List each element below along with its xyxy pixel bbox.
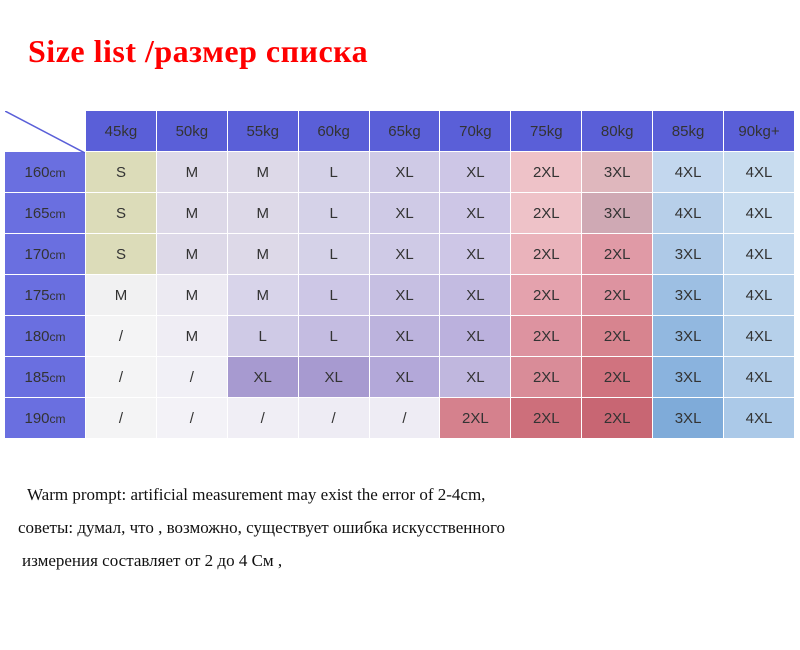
table-row — [5, 234, 795, 275]
col-head-50kg — [156, 111, 227, 152]
cell: XL — [227, 357, 298, 398]
col-head-label: 55kg — [246, 122, 279, 140]
table-row — [5, 357, 795, 398]
row-head-value: 160 — [24, 163, 50, 181]
cell: XL — [440, 275, 511, 316]
cell: XL — [440, 234, 511, 275]
col-head-45kg — [86, 111, 157, 152]
warm-prompt-note — [0, 478, 800, 577]
cell: / — [369, 398, 440, 439]
col-head-55kg — [227, 111, 298, 152]
cell: 4XL — [724, 275, 795, 316]
cell: / — [156, 398, 227, 439]
cell: M — [156, 316, 227, 357]
table-row — [5, 152, 795, 193]
cell: XL — [369, 193, 440, 234]
cell: L — [298, 316, 369, 357]
cell: 4XL — [653, 152, 724, 193]
cell: 4XL — [724, 152, 795, 193]
cell: M — [86, 275, 157, 316]
cell: L — [298, 152, 369, 193]
cell: M — [227, 234, 298, 275]
cell: 2XL — [511, 275, 582, 316]
cell: 4XL — [724, 234, 795, 275]
cell: XL — [369, 275, 440, 316]
col-head-label: 85kg — [671, 122, 705, 140]
cell: XL — [440, 316, 511, 357]
table-row — [5, 193, 795, 234]
diagonal-line-icon — [5, 111, 85, 153]
cell: 4XL — [724, 193, 795, 234]
col-head-label: 90kg+ — [738, 122, 780, 140]
cell: L — [298, 275, 369, 316]
cell: 4XL — [653, 193, 724, 234]
cell: XL — [440, 357, 511, 398]
cell: M — [156, 193, 227, 234]
col-head-label: 65kg — [388, 122, 421, 140]
col-head-label: 60kg — [317, 122, 350, 140]
cell: / — [298, 398, 369, 439]
cell: L — [227, 316, 298, 357]
cell: S — [86, 193, 157, 234]
row-head-unit: cm — [49, 206, 66, 221]
cell: 2XL — [511, 316, 582, 357]
cell: XL — [440, 152, 511, 193]
cell: M — [227, 275, 298, 316]
cell: / — [86, 357, 157, 398]
cell: 3XL — [653, 357, 724, 398]
row-head-unit: cm — [49, 247, 66, 262]
cell: / — [86, 316, 157, 357]
cell: S — [86, 152, 157, 193]
col-head-85kg — [653, 111, 724, 152]
note-line-1: Warm prompt: artificial measurement may exist the error of 2-4cm, — [27, 485, 486, 504]
col-head-label: 50kg — [175, 122, 209, 140]
cell: 2XL — [582, 275, 653, 316]
cell: M — [156, 234, 227, 275]
cell: 3XL — [653, 398, 724, 439]
cell: 2XL — [582, 316, 653, 357]
cell: / — [156, 357, 227, 398]
corner-diagonal-cell — [5, 111, 86, 152]
col-head-label: 45kg — [104, 122, 138, 140]
row-head-value: 165 — [24, 204, 50, 222]
table-row — [5, 398, 795, 439]
col-head-90kg — [724, 111, 795, 152]
row-head-185 — [5, 357, 86, 398]
note-line-2: советы: думал, что , возможно, существует ошибка искусственного — [18, 518, 505, 537]
cell: 3XL — [582, 193, 653, 234]
cell: L — [298, 234, 369, 275]
table-body — [5, 152, 795, 439]
cell: 2XL — [582, 357, 653, 398]
table-header — [5, 111, 795, 152]
cell: 3XL — [653, 275, 724, 316]
cell: M — [227, 152, 298, 193]
row-head-unit: cm — [49, 165, 66, 180]
cell: XL — [369, 357, 440, 398]
col-head-60kg — [298, 111, 369, 152]
cell: 2XL — [511, 152, 582, 193]
row-head-value: 190 — [24, 409, 50, 427]
cell: M — [156, 152, 227, 193]
cell: 4XL — [724, 316, 795, 357]
row-head-175 — [5, 275, 86, 316]
cell: 2XL — [440, 398, 511, 439]
cell: XL — [369, 234, 440, 275]
row-head-value: 170 — [24, 245, 50, 263]
cell: 4XL — [724, 357, 795, 398]
row-head-value: 185 — [24, 368, 50, 386]
cell: 2XL — [511, 234, 582, 275]
cell: 4XL — [724, 398, 795, 439]
cell: 3XL — [653, 316, 724, 357]
col-head-70kg — [440, 111, 511, 152]
cell: L — [298, 193, 369, 234]
cell: / — [86, 398, 157, 439]
cell: XL — [298, 357, 369, 398]
col-head-label: 75kg — [530, 122, 563, 140]
col-head-65kg — [369, 111, 440, 152]
cell: M — [156, 275, 227, 316]
col-head-label: 80kg — [600, 122, 634, 140]
table-row — [5, 275, 795, 316]
col-head-80kg — [582, 111, 653, 152]
cell: S — [86, 234, 157, 275]
page-title: Size list /размер списка — [28, 33, 369, 69]
cell: / — [227, 398, 298, 439]
corner-diagonal-inner — [5, 111, 85, 151]
cell: XL — [440, 193, 511, 234]
row-head-value: 180 — [24, 327, 50, 345]
col-head-label: 70kg — [459, 122, 492, 140]
cell: 2XL — [582, 398, 653, 439]
cell: 2XL — [582, 234, 653, 275]
row-head-value: 175 — [24, 286, 50, 304]
row-head-unit: cm — [49, 411, 66, 426]
cell: 2XL — [511, 357, 582, 398]
table-header-row — [5, 111, 795, 152]
row-head-165 — [5, 193, 86, 234]
row-head-unit: cm — [49, 329, 66, 344]
cell: 2XL — [511, 193, 582, 234]
table-row — [5, 316, 795, 357]
row-head-unit: cm — [49, 370, 66, 385]
cell: 3XL — [582, 152, 653, 193]
row-head-190 — [5, 398, 86, 439]
cell: M — [227, 193, 298, 234]
row-head-170 — [5, 234, 86, 275]
cell: 3XL — [653, 234, 724, 275]
row-head-160 — [5, 152, 86, 193]
row-head-unit: cm — [49, 288, 66, 303]
size-table — [4, 110, 795, 439]
note-line-3: измерения составляет от 2 до 4 См , — [22, 551, 283, 570]
cell: XL — [369, 316, 440, 357]
cell: XL — [369, 152, 440, 193]
col-head-75kg — [511, 111, 582, 152]
row-head-180 — [5, 316, 86, 357]
cell: 2XL — [511, 398, 582, 439]
size-table-container — [0, 110, 800, 439]
